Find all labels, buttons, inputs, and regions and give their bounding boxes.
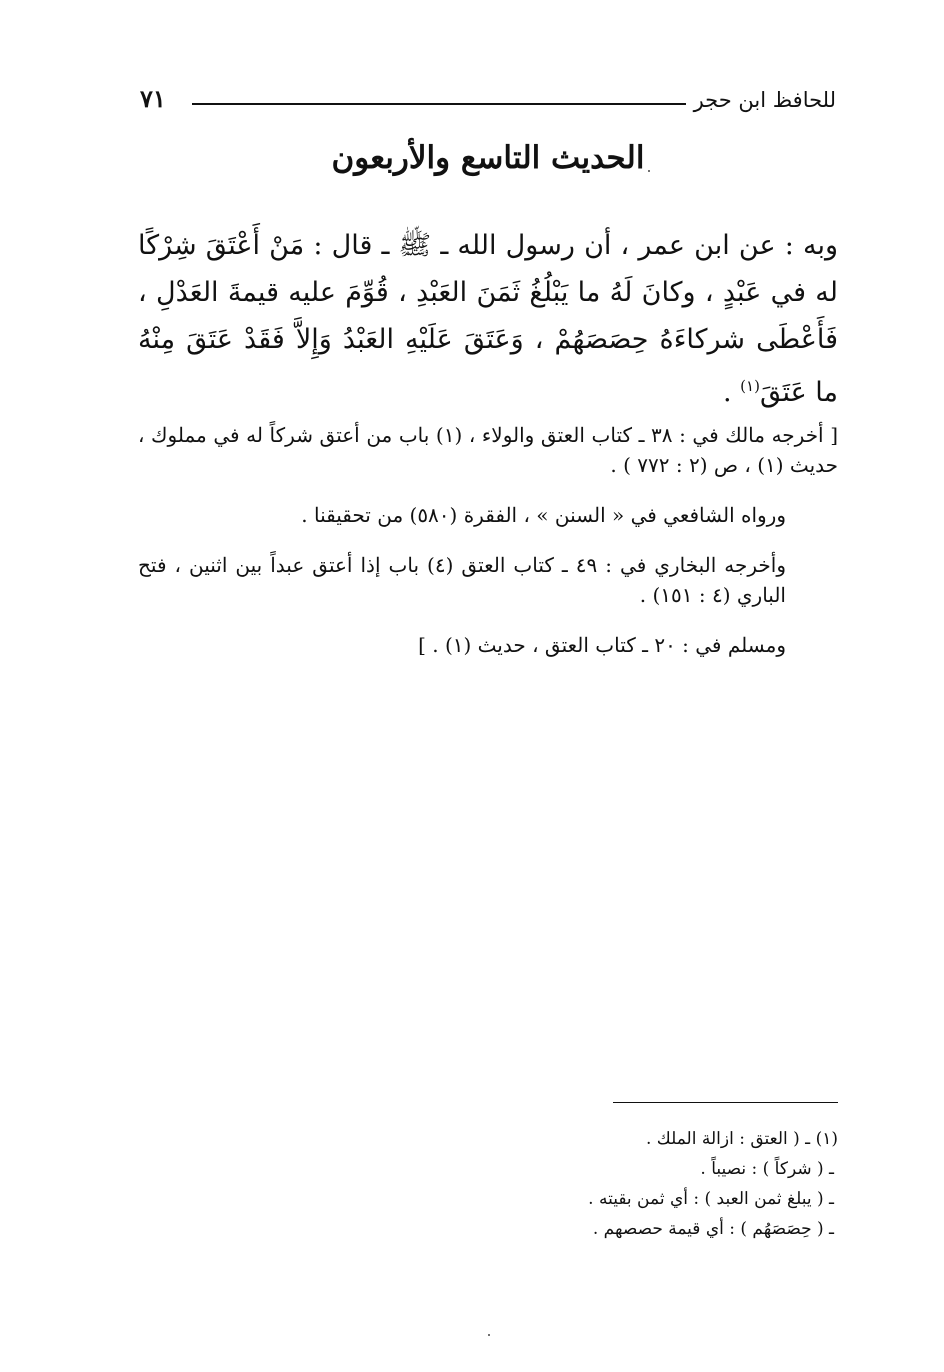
running-title: للحافظ ابن حجر bbox=[686, 88, 836, 112]
footnote-item: ـ ( شركاً ) : نصيباً . bbox=[700, 1159, 834, 1179]
hadith-end: . bbox=[723, 377, 741, 408]
scan-speck bbox=[648, 170, 650, 172]
footnotes bbox=[300, 1124, 838, 1244]
scan-speck bbox=[488, 1334, 490, 1336]
header-rule bbox=[192, 103, 686, 105]
running-header bbox=[140, 84, 836, 120]
takhrij-shafii: ورواه الشافعي في « السنن » ، الفقرة (٥٨٠) من تحقيقنا . bbox=[301, 503, 786, 527]
chapter-title: الحديث التاسع والأربعون bbox=[331, 140, 645, 176]
takhrij-bukhari: وأخرجه البخاري في : ٤٩ ـ كتاب العتق (٤) باب إذا أعتق عبداً بين اثنين ، فتح الباري (٤ : ١٥١) . bbox=[138, 553, 786, 607]
takhrij-muslim: ومسلم في : ٢٠ ـ كتاب العتق ، حديث (١) . ] bbox=[418, 633, 786, 657]
takhrij-section bbox=[138, 420, 838, 680]
footnote-item: (١) ـ ( العتق : ازالة الملك . bbox=[645, 1129, 838, 1149]
footnote-reference: (١) bbox=[740, 377, 760, 395]
takhrij-malik: [ أخرجه مالك في : ٣٨ ـ كتاب العتق والولاء ، (١) باب من أعتق شركاً له في مملوك ، حديث (١) ، ص (٢ : ٧٧٢ ) . bbox=[138, 423, 838, 477]
hadith-text bbox=[138, 222, 838, 416]
footnote-item: ـ ( يبلغ ثمن العبد ) : أي ثمن بقيته . bbox=[588, 1189, 834, 1209]
footnote-item: ـ ( حِصَصَهُم ) : أي قيمة حصصهم . bbox=[592, 1219, 834, 1239]
hadith-body: وبه : عن ابن عمر ، أن رسول الله ـ ﷺ ـ قال : مَنْ أَعْتَقَ شِرْكًا له في عَبْدٍ ، وكانَ لَهُ ما يَبْلُغُ ثَمَنَ العَبْدِ ، قُوِّمَ عليه قيمةَ العَدْلِ ، فَأَعْطَى شركاءَهُ حِصَصَهُمْ ، وَعَتَقَ عَلَيْهِ العَبْدُ وَإِلاَّ فَقَدْ عَتَقَ مِنْهُ ما عَتَقَ bbox=[138, 230, 838, 408]
page-number: ٧١ bbox=[140, 84, 166, 113]
footnote-separator bbox=[613, 1102, 838, 1103]
